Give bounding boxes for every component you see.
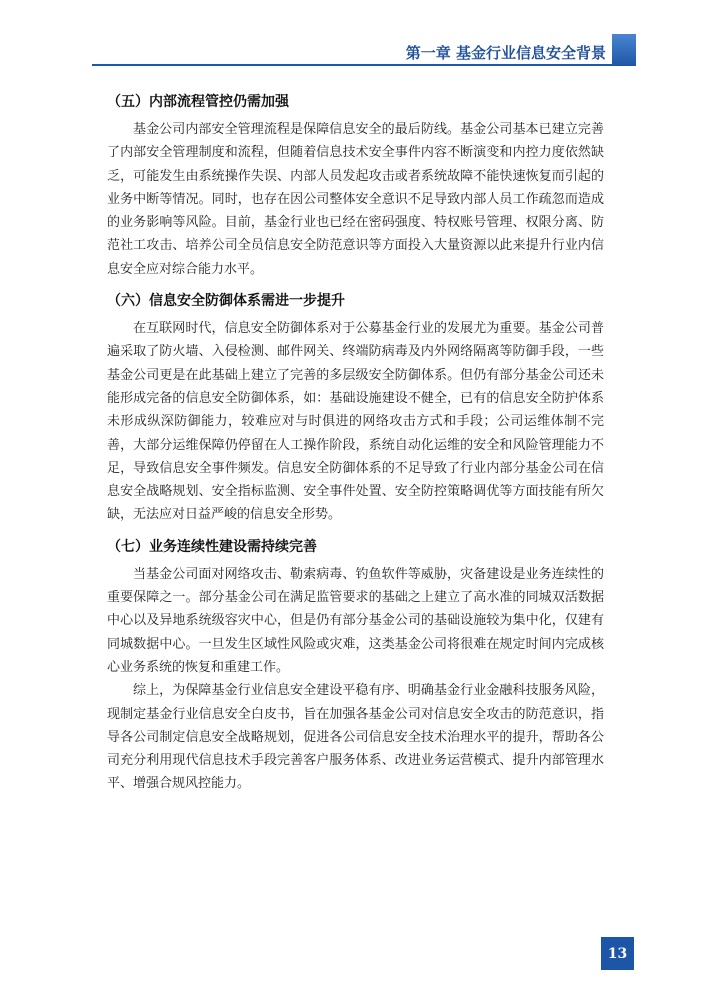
summary-paragraph: 综上，为保障基金行业信息安全建设平稳有序、明确基金行业金融科技服务风险，现制定基金行业信息安全白皮书，旨在加强各基金公司对信息安全攻击的防范意识，指导各公司制定信息安全战略规划，促进各公司信息安全技术治理水平的提升，帮助各公司充分利用现代信息技术手段完善客户服务体系、改进业务运营模式、提升内部管理水平、增强合规风控能力。 xyxy=(107,683,604,792)
section-7 xyxy=(107,537,604,796)
section-6 xyxy=(107,291,604,527)
header-rule xyxy=(92,64,636,66)
section-5 xyxy=(107,92,604,281)
body-paragraph: 当基金公司面对网络攻击、勒索病毒、钓鱼软件等威胁，灾备建设是业务连续性的重要保障之一。部分基金公司在满足监管要求的基础之上建立了高水准的同城双活数据中心以及异地系统级容灾中心，但是仍有部分基金公司的基础设施较为集中化，仅建有同城数据中心。一旦发生区域性风险或灾难，这类基金公司将很难在规定时间内完成核心业务系统的恢复和重建工作。 xyxy=(107,566,604,675)
body-paragraph: 在互联网时代，信息安全防御体系对于公募基金行业的发展尤为重要。基金公司普遍采取了防火墙、入侵检测、邮件网关、终端防病毒及内外网络隔离等防御手段，一些基金公司更是在此基础上建立了完善的多层级安全防御体系。但仍有部分基金公司还未能形成完备的信息安全防御体系，如：基础设施建设不健全，已有的信息安全防护体系未形成纵深防御能力，较难应对与时俱进的网络攻击方式和手段；公司运维体制不完善，大部分运维保障仍停留在人工操作阶段，系统自动化运维的安全和风险管理能力不足，导致信息安全事件频发。信息安全防御体系的不足导致了行业内部分基金公司在信息安全战略规划、安全指标监测、安全事件处置、安全防控策略调优等方面技能有所欠缺，无法应对日益严峻的信息安全形势。 xyxy=(107,321,604,523)
section-heading: （七）业务连续性建设需持续完善 xyxy=(107,538,317,555)
section-heading: （五）内部流程管控仍需加强 xyxy=(107,94,289,110)
body-paragraph: 基金公司内部安全管理流程是保障信息安全的最后防线。基金公司基本已建立完善了内部安全管理制度和流程，但随着信息技术安全事件内容不断演变和内控力度依然缺乏，可能发生由系统操作失误、内部人员发起攻击或者系统故障不能快速恢复而引起的业务中断等情况。同时，也存在因公司整体安全意识不足导致内部人员工作疏忽而造成的业务影响等风险。目前，基金行业也已经在密码强度、特权账号管理、权限分离、防范社工攻击、培养公司全员信息安全防范意识等方面投入大量资源以此来提升行业内信息安全应对综合能力水平。 xyxy=(107,122,604,277)
page-body xyxy=(107,82,604,796)
chapter-title: 第一章 基金行业信息安全背景 xyxy=(405,44,606,62)
page-number: 13 xyxy=(601,937,634,970)
section-heading: （六）信息安全防御体系需进一步提升 xyxy=(107,293,345,310)
header-accent-block xyxy=(612,34,636,66)
